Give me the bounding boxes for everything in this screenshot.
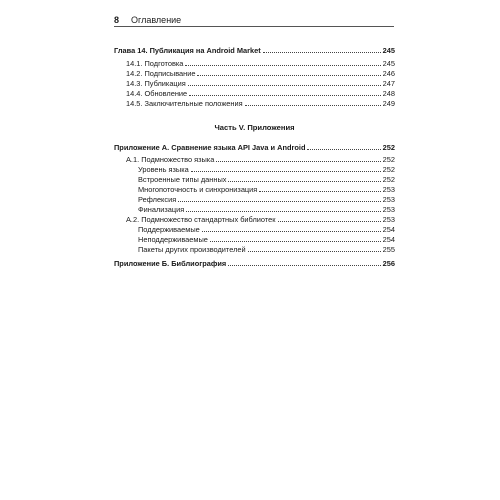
toc-entry-title: Приложение Б. Библиография bbox=[114, 259, 227, 268]
toc-entry-title: 14.4. Обновление bbox=[126, 89, 188, 98]
dot-leader bbox=[210, 240, 381, 242]
toc-section-14-5[interactable] bbox=[114, 99, 395, 108]
toc-entry-title: Многопоточность и синхронизация bbox=[138, 185, 258, 194]
dot-leader bbox=[188, 84, 381, 86]
toc-entry-title: Финализация bbox=[138, 205, 185, 214]
dot-leader bbox=[189, 94, 380, 96]
dot-leader bbox=[197, 74, 380, 76]
toc-subsection[interactable] bbox=[114, 175, 395, 184]
dot-leader bbox=[228, 180, 380, 182]
toc-subsection[interactable] bbox=[114, 185, 395, 194]
toc-entry-page: 252 bbox=[382, 143, 395, 152]
dot-leader bbox=[245, 104, 381, 106]
dot-leader bbox=[216, 160, 380, 162]
dot-leader bbox=[191, 170, 381, 172]
toc-entry-title: Пакеты других производителей bbox=[138, 245, 246, 254]
dot-leader bbox=[263, 51, 381, 53]
toc-entry-title: Глава 14. Публикация на Android Market bbox=[114, 46, 261, 55]
dot-leader bbox=[278, 220, 381, 222]
toc-appendix-b[interactable] bbox=[114, 259, 395, 268]
toc-entry-title: 14.2. Подписывание bbox=[126, 69, 196, 78]
toc-section-a-1[interactable] bbox=[114, 155, 395, 164]
dot-leader bbox=[259, 190, 380, 192]
toc-section-14-4[interactable] bbox=[114, 89, 395, 98]
toc-subsection[interactable] bbox=[114, 245, 395, 254]
toc-section-14-2[interactable] bbox=[114, 69, 395, 78]
dot-leader bbox=[307, 148, 380, 150]
toc-entry-page: 252 bbox=[382, 175, 395, 184]
toc-entry-title: 14.1. Подготовка bbox=[126, 59, 184, 68]
toc-entry-page: 256 bbox=[382, 259, 395, 268]
toc-entry-page: 247 bbox=[382, 79, 395, 88]
toc-entry-title: А.2. Подмножество стандартных библиотек bbox=[126, 215, 276, 224]
toc-section-14-3[interactable] bbox=[114, 79, 395, 88]
toc-appendix-a[interactable] bbox=[114, 143, 395, 152]
dot-leader bbox=[185, 64, 380, 66]
toc-subsection[interactable] bbox=[114, 165, 395, 174]
toc-subsection[interactable] bbox=[114, 235, 395, 244]
dot-leader bbox=[228, 264, 380, 266]
toc-entry-title: 14.5. Заключительные положения bbox=[126, 99, 243, 108]
toc-entry-page: 254 bbox=[382, 225, 395, 234]
part-heading: Часть V. Приложения bbox=[214, 123, 295, 132]
dot-leader bbox=[178, 200, 380, 202]
toc-entry-page: 255 bbox=[382, 245, 395, 254]
toc-entry-title: Приложение А. Сравнение языка API Java и Android bbox=[114, 143, 306, 152]
toc-entry-title: Неподдерживаемые bbox=[138, 235, 208, 244]
running-header-title: Оглавление bbox=[131, 15, 182, 25]
toc-entry-title: Поддерживаемые bbox=[138, 225, 200, 234]
toc-entry-title: Рефлексия bbox=[138, 195, 177, 204]
toc-subsection[interactable] bbox=[114, 225, 395, 234]
toc-entry-title: Уровень языка bbox=[138, 165, 189, 174]
toc-entry-title: 14.3. Публикация bbox=[126, 79, 186, 88]
page-header bbox=[114, 11, 394, 27]
toc-section-14-1[interactable] bbox=[114, 59, 395, 68]
toc-entry-page: 253 bbox=[382, 215, 395, 224]
toc-entry-title: А.1. Подмножество языка bbox=[126, 155, 215, 164]
toc-subsection[interactable] bbox=[114, 205, 395, 214]
toc-entry-page: 246 bbox=[382, 69, 395, 78]
toc-entry-title: Встроенные типы данных bbox=[138, 175, 227, 184]
toc-section-a-2[interactable] bbox=[114, 215, 395, 224]
toc-subsection[interactable] bbox=[114, 195, 395, 204]
toc-entry-page: 245 bbox=[382, 59, 395, 68]
toc-entry-page: 252 bbox=[382, 155, 395, 164]
toc-entry-page: 245 bbox=[382, 46, 395, 55]
toc-entry-page: 253 bbox=[382, 205, 395, 214]
toc-entry-page: 248 bbox=[382, 89, 395, 98]
toc-entry-page: 253 bbox=[382, 195, 395, 204]
dot-leader bbox=[186, 210, 380, 212]
toc-entry-page: 254 bbox=[382, 235, 395, 244]
toc-entry-page: 249 bbox=[382, 99, 395, 108]
toc-entry-page: 253 bbox=[382, 185, 395, 194]
toc-entry-page: 252 bbox=[382, 165, 395, 174]
page-number: 8 bbox=[114, 15, 120, 25]
dot-leader bbox=[202, 230, 381, 232]
dot-leader bbox=[248, 250, 381, 252]
toc-chapter-14[interactable] bbox=[114, 46, 395, 55]
